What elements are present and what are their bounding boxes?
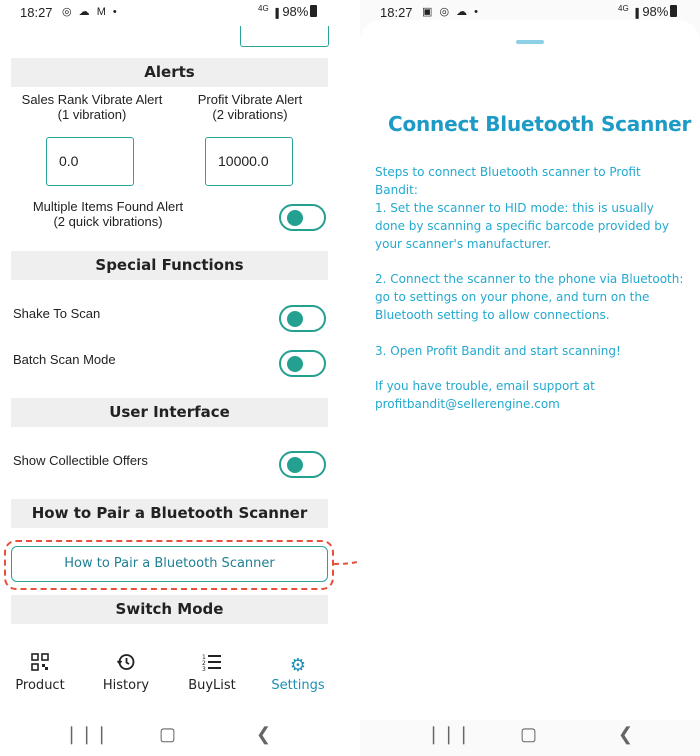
profit-alert-input[interactable]: 10000.0 [205,137,293,186]
step-1-text: 1. Set the scanner to HID mode: this is usually done by scanning a specific barcode provided by your scanner's manufacturer. [375,201,670,251]
sales-rank-alert-label [12,92,172,122]
settings-screen [0,0,340,756]
svg-text:2: 2 [202,660,206,667]
toggle-knob [287,210,303,226]
svg-text:3: 3 [202,666,206,671]
multiple-items-alert-toggle[interactable] [279,204,326,231]
notification-icons: ◎ ☁ M • [62,6,119,18]
partial-input-box[interactable] [240,26,329,47]
nav-buylist-label: BuyList [188,678,236,693]
battery-percent-right: 98% [642,4,669,19]
recent-apps-icon[interactable]: ❘❘❘ [64,724,110,744]
toggle-knob [287,356,303,372]
batch-scan-mode-label: Batch Scan Mode [13,352,116,367]
shake-to-scan-label: Shake To Scan [13,306,101,321]
qr-code-icon [0,652,80,678]
bottom-nav [0,652,340,704]
nav-history-label: History [102,678,150,693]
trouble-line: If you have trouble, email support at [375,379,595,393]
toggle-knob [287,311,303,327]
batch-scan-mode-toggle[interactable] [279,350,326,377]
notification-icons-right: ▣ ◎ ☁ • [422,6,481,18]
system-nav-bar [0,722,340,750]
toggle-knob [287,457,303,473]
home-icon[interactable]: ▢ [159,724,177,744]
switch-mode-header: Switch Mode [11,595,328,624]
nav-product-label: Product [15,678,65,693]
nav-settings[interactable] [258,652,338,693]
trouble-text [375,377,685,413]
step-2-text: 2. Connect the scanner to the phone via Bluetooth: go to settings on your phone, and turn on the Bluetooth setting to allow connections. [375,272,684,322]
svg-text:1: 1 [202,654,206,661]
battery-icon [670,5,677,17]
intro-text: Steps to connect Bluetooth scanner to Profit Bandit: [375,165,641,197]
network-icon: 4G [618,4,629,13]
page-title: Connect Bluetooth Scanner [388,112,692,136]
nav-product[interactable] [0,652,80,693]
alerts-header: Alerts [11,58,328,87]
network-icon: 4G [258,4,269,13]
multiple-items-alert-subtitle: (2 quick vibrations) [53,214,163,229]
step-3-text: 3. Open Profit Bandit and start scanning! [375,344,621,358]
system-nav-bar-right [360,722,700,750]
history-icon [86,652,166,678]
nav-buylist[interactable] [172,652,252,693]
sales-rank-alert-subtitle: (1 vibration) [57,107,127,122]
signal-icon: ▐ [272,8,279,18]
shake-to-scan-toggle[interactable] [279,305,326,332]
pair-scanner-button[interactable]: How to Pair a Bluetooth Scanner [11,546,328,582]
support-email-link[interactable]: profitbandit@sellerengine.com [375,397,560,411]
back-icon[interactable]: ❮ [618,724,634,744]
battery-percent: 98% [282,4,309,19]
multiple-items-alert-title: Multiple Items Found Alert [32,199,184,214]
sales-rank-alert-title: Sales Rank Vibrate Alert [21,92,163,107]
back-icon[interactable]: ❮ [256,724,272,744]
status-bar [0,0,340,24]
gear-icon: ⚙ [289,655,307,675]
profit-alert-label [180,92,320,122]
battery-icon [310,5,317,17]
multiple-items-alert-label [8,199,208,229]
status-right-right [618,4,677,19]
sales-rank-alert-input[interactable]: 0.0 [46,137,134,186]
home-icon[interactable]: ▢ [520,724,538,744]
pair-scanner-header: How to Pair a Bluetooth Scanner [11,499,328,528]
nav-history[interactable] [86,652,166,693]
list-icon [172,652,252,678]
sheet-drag-handle[interactable] [516,40,544,44]
show-collectible-offers-toggle[interactable] [279,451,326,478]
status-right [258,4,317,19]
show-collectible-offers-label: Show Collectible Offers [13,453,148,468]
special-functions-header: Special Functions [11,251,328,280]
nav-settings-label: Settings [271,678,325,693]
status-time: 18:27 [20,5,53,20]
status-time-right: 18:27 [380,5,413,20]
recent-apps-icon[interactable]: ❘❘❘ [426,724,472,744]
profit-alert-title: Profit Vibrate Alert [197,92,303,107]
profit-alert-subtitle: (2 vibrations) [212,107,288,122]
signal-icon: ▐ [632,8,639,18]
user-interface-header: User Interface [11,398,328,427]
